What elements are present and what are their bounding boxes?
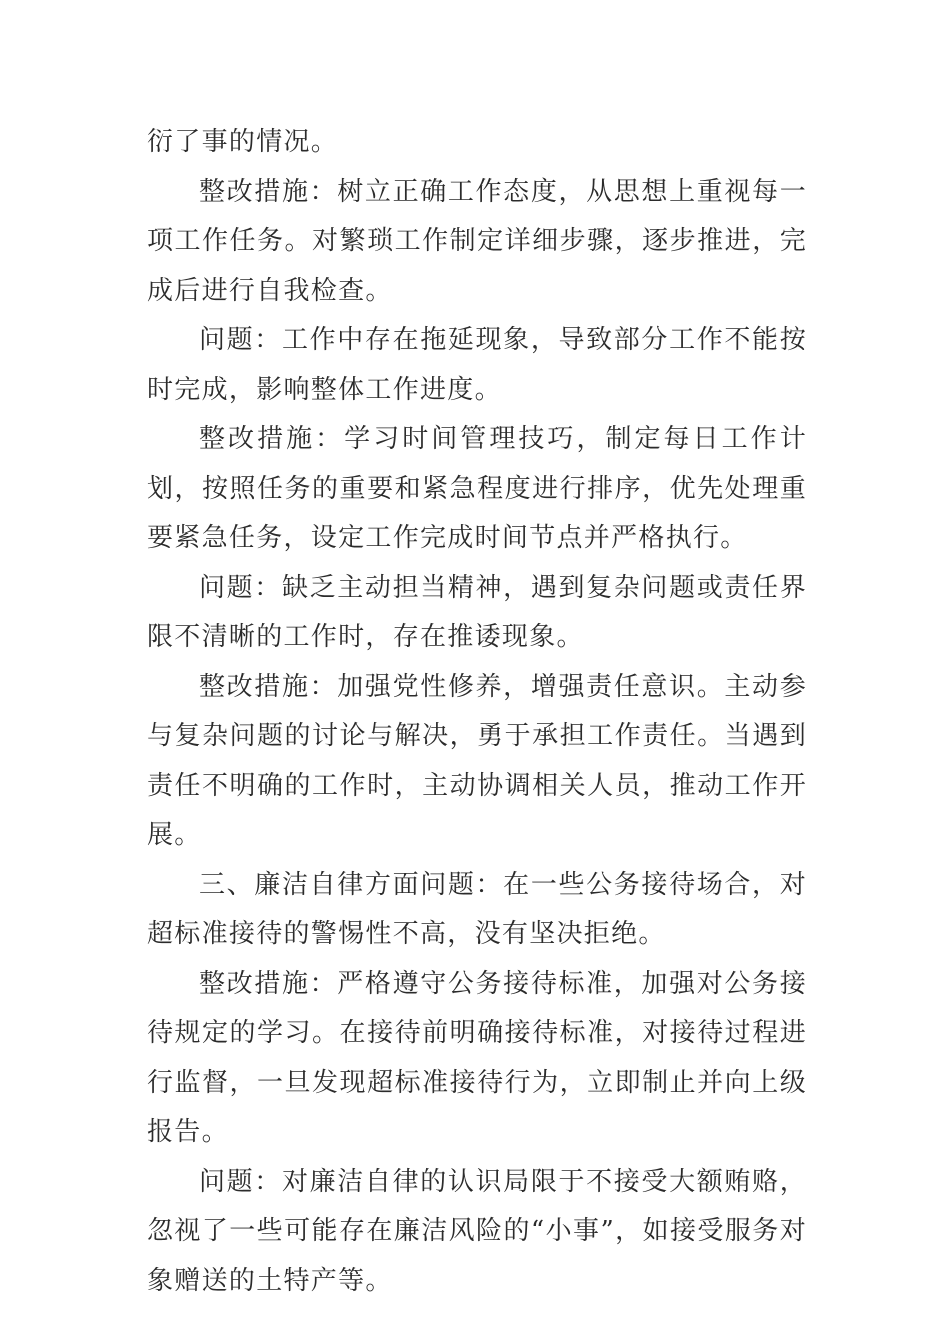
paragraph-issue: 问题：缺乏主动担当精神，遇到复杂问题或责任界限不清晰的工作时，存在推诿现象。 (147, 572, 807, 652)
paragraph-measure: 整改措施：树立正确工作态度，从思想上重视每一项工作任务。对繁琐工作制定详细步骤，逐步推进，完成后进行自我检查。 (147, 176, 807, 306)
paragraph-continuation: 衍了事的情况。 (147, 127, 339, 157)
paragraph-issue: 问题：工作中存在拖延现象，导致部分工作不能按时完成，影响整体工作进度。 (147, 325, 807, 405)
paragraph-measure: 整改措施：严格遵守公务接待标准，加强对公务接待规定的学习。在接待前明确接待标准，对接待过程进行监督，一旦发现超标准接待行为，立即制止并向上级报告。 (147, 968, 807, 1147)
paragraph-measure: 整改措施：加强党性修养，增强责任意识。主动参与复杂问题的讨论与解决，勇于承担工作责任。当遇到责任不明确的工作时，主动协调相关人员，推动工作开展。 (147, 671, 807, 850)
paragraph-measure: 整改措施：学习时间管理技巧，制定每日工作计划，按照任务的重要和紧急程度进行排序，优先处理重要紧急任务，设定工作完成时间节点并严格执行。 (147, 424, 807, 553)
document-body (147, 118, 807, 1306)
paragraph-section-heading-issue: 三、廉洁自律方面问题：在一些公务接待场合，对超标准接待的警惕性不高，没有坚决拒绝。 (147, 869, 807, 949)
paragraph-issue: 问题：对廉洁自律的认识局限于不接受大额贿赂，忽视了一些可能存在廉洁风险的“小事”，如接受服务对象赠送的土特产等。 (147, 1166, 807, 1296)
